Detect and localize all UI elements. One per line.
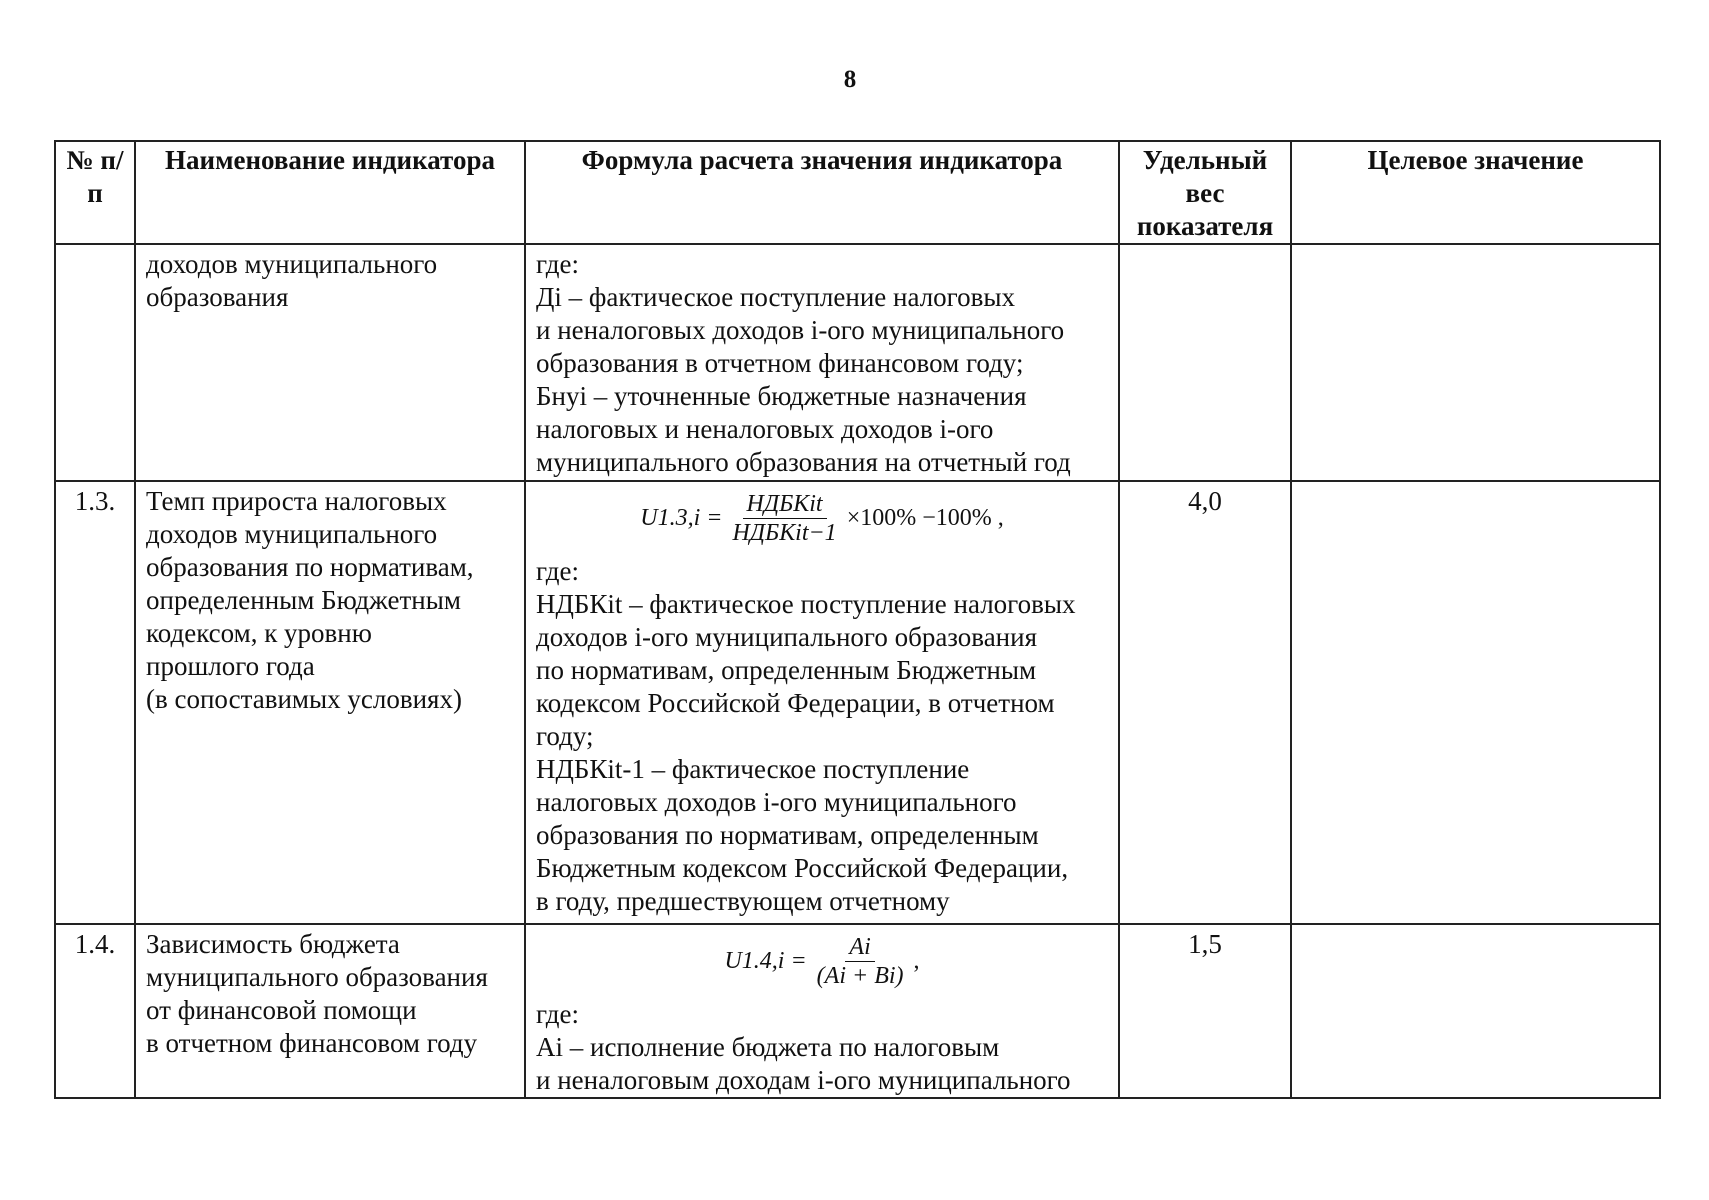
formula-text-line: Дi – фактическое поступление налоговых: [536, 282, 1015, 312]
page-number: 8: [843, 66, 857, 93]
formula-cell: [525, 924, 1119, 1098]
formula-text-line: Бнуi – уточненные бюджетные назначения: [536, 381, 1027, 411]
table-row: [55, 924, 1660, 1098]
table-row: [55, 244, 1660, 481]
formula-text-line: Ai – исполнение бюджета по налоговым: [536, 1032, 1000, 1062]
header-num: № п/п: [55, 141, 135, 244]
formula-text-line: в году, предшествующем отчетному: [536, 886, 950, 916]
formula-denominator: НДБКit−1: [732, 519, 837, 546]
formula-text-line: образования в отчетном финансовом году;: [536, 348, 1024, 378]
formula-text-line: муниципального образования на отчетный год: [536, 447, 1071, 477]
formula-lhs: U1.4,i =: [724, 947, 807, 974]
indicator-table: [54, 140, 1661, 1099]
formula-text-line: образования по нормативам, определенным: [536, 820, 1039, 850]
formula-text-line: доходов i-ого муниципального образования: [536, 622, 1038, 652]
formula-numerator: Ai: [845, 933, 874, 962]
indicator-name-line: муниципального образования: [146, 962, 488, 992]
row-num: [55, 244, 135, 481]
formula-text-line: и неналоговым доходам i-ого муниципального: [536, 1065, 1071, 1095]
formula-expression: [536, 928, 1108, 994]
formula-text-line: году;: [536, 721, 594, 751]
formula-text-line: Бюджетным кодексом Российской Федерации,: [536, 853, 1069, 883]
indicator-name-line: определенным Бюджетным: [146, 585, 461, 615]
formula-text-line: кодексом Российской Федерации, в отчетном: [536, 688, 1055, 718]
formula-lhs: U1.3,i =: [640, 504, 723, 531]
weight-value: 4,0: [1119, 481, 1291, 924]
formula-text-line: налоговых и неналоговых доходов i-ого: [536, 414, 994, 444]
indicator-name-line: образования по нормативам,: [146, 552, 474, 582]
row-num: 1.3.: [55, 481, 135, 924]
header-formula: Формула расчета значения индикатора: [525, 141, 1119, 244]
formula-text-line: НДБКit – фактическое поступление налоговых: [536, 589, 1076, 619]
row-num: 1.4.: [55, 924, 135, 1098]
indicator-name-line: прошлого года: [146, 651, 315, 681]
header-target: Целевое значение: [1291, 141, 1660, 244]
indicator-name-line: доходов муниципального: [146, 519, 438, 549]
target-value: [1291, 481, 1660, 924]
indicator-name-line: (в сопоставимых условиях): [146, 684, 462, 714]
formula-fraction: [728, 490, 840, 547]
header-name: Наименование индикатора: [135, 141, 525, 244]
formula-text-line: по нормативам, определенным Бюджетным: [536, 655, 1037, 685]
formula-cell: [525, 481, 1119, 924]
formula-text-line: где:: [536, 556, 579, 586]
formula-numerator: НДБКit: [743, 490, 827, 519]
weight-value: 1,5: [1119, 924, 1291, 1098]
formula-cell: [525, 244, 1119, 481]
indicator-name: [135, 481, 525, 924]
table-header-row: [55, 141, 1660, 244]
indicator-name-line: кодексом, к уровню: [146, 618, 372, 648]
formula-text-line: налоговых доходов i-ого муниципального: [536, 787, 1017, 817]
header-weight: Удельный вес показателя: [1119, 141, 1291, 244]
indicator-name-line: образования: [146, 282, 289, 312]
formula-text-line: где:: [536, 999, 579, 1029]
target-value: [1291, 244, 1660, 481]
indicator-name-line: Зависимость бюджета: [146, 929, 400, 959]
formula-fraction: [813, 933, 908, 990]
formula-text-line: и неналоговых доходов i-ого муниципального: [536, 315, 1065, 345]
formula-text-line: НДБКit-1 – фактическое поступление: [536, 754, 970, 784]
formula-tail: ,: [913, 947, 920, 974]
indicator-name-line: в отчетном финансовом году: [146, 1028, 478, 1058]
formula-tail: ×100% −100% ,: [846, 504, 1004, 531]
indicator-name: [135, 244, 525, 481]
target-value: [1291, 924, 1660, 1098]
weight-value: [1119, 244, 1291, 481]
indicator-name: [135, 924, 525, 1098]
formula-text-line: где:: [536, 249, 579, 279]
indicator-name-line: Темп прироста налоговых: [146, 486, 447, 516]
table-row: [55, 481, 1660, 924]
formula-expression: [536, 485, 1108, 551]
indicator-name-line: доходов муниципального: [146, 249, 438, 279]
indicator-name-line: от финансовой помощи: [146, 995, 417, 1025]
formula-denominator: (Ai + Bi): [816, 962, 904, 989]
